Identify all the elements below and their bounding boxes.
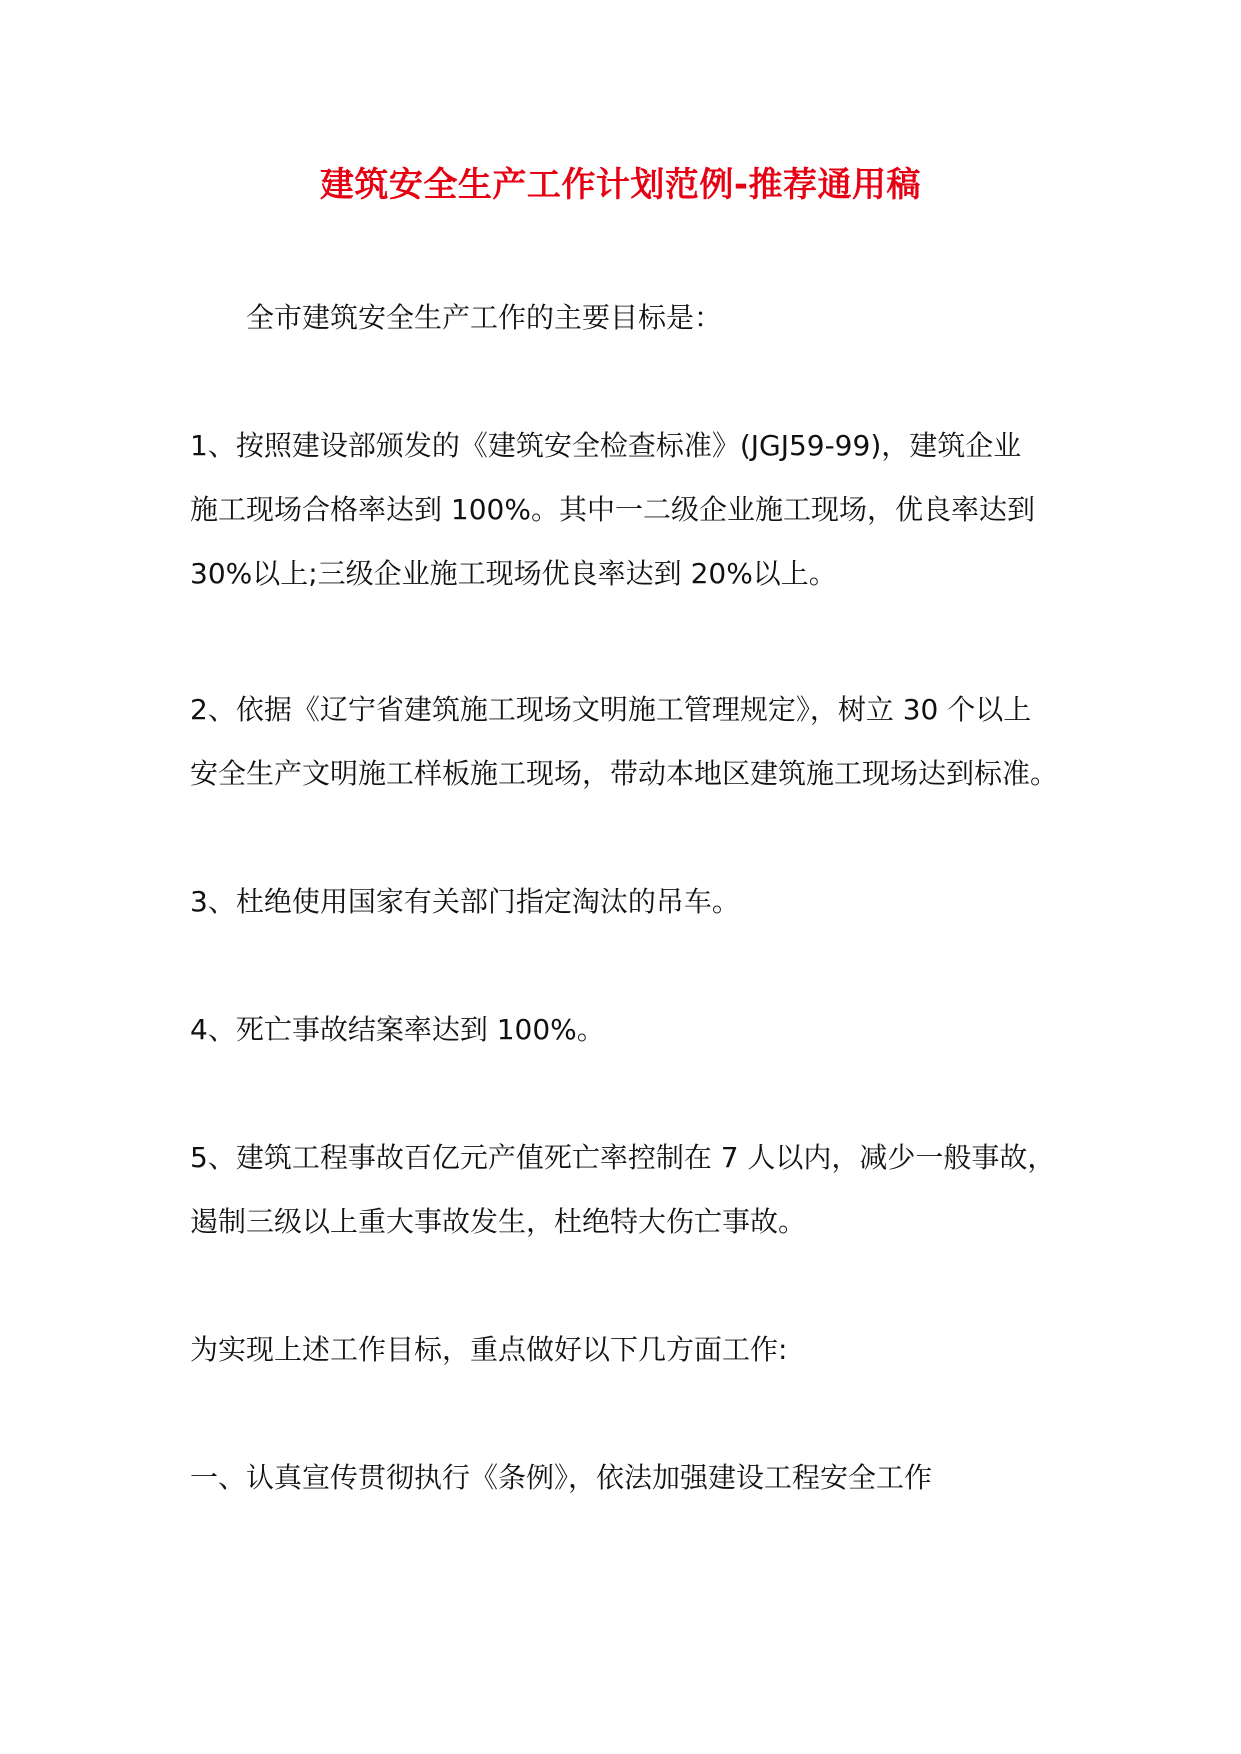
intro-paragraph [246, 286, 1126, 350]
section-heading-1 [190, 1446, 1070, 1510]
paragraph-line: 4、死亡事故结案率达到 100%。 [190, 1013, 605, 1046]
paragraph-line: 施工现场合格率达到 100%。其中一二级企业施工现场，优良率达到 [190, 493, 1035, 526]
paragraph-line: 安全生产文明施工样板施工现场，带动本地区建筑施工现场达到标准。 [190, 757, 1059, 790]
intro-line: 全市建筑安全生产工作的主要目标是： [246, 301, 723, 334]
goal-paragraph-5 [190, 1126, 1070, 1254]
paragraph-line: 3、杜绝使用国家有关部门指定淘汰的吊车。 [190, 885, 740, 918]
document-title: 建筑安全生产工作计划范例-推荐通用稿 [319, 165, 922, 205]
paragraph-line: 30%以上;三级企业施工现场优良率达到 20%以上。 [190, 557, 837, 590]
paragraph-line: 一、认真宣传贯彻执行《条例》，依法加强建设工程安全工作 [190, 1461, 933, 1494]
goal-paragraph-1 [190, 414, 1070, 606]
paragraph-line: 遏制三级以上重大事故发生，杜绝特大伤亡事故。 [190, 1205, 807, 1238]
goal-paragraph-4 [190, 998, 1070, 1062]
goal-paragraph-2 [190, 678, 1070, 806]
goal-paragraph-3 [190, 870, 1070, 934]
paragraph-line: 2、依据《辽宁省建筑施工现场文明施工管理规定》，树立 30 个以上 [190, 693, 1032, 726]
paragraph-line: 为实现上述工作目标，重点做好以下几方面工作: [190, 1333, 788, 1366]
paragraph-line: 1、按照建设部颁发的《建筑安全检查标准》(JGJ59-99)，建筑企业 [190, 429, 1022, 462]
paragraph-line: 5、建筑工程事故百亿元产值死亡率控制在 7 人以内，减少一般事故， [190, 1141, 1056, 1174]
work-focus-paragraph [190, 1318, 1070, 1382]
